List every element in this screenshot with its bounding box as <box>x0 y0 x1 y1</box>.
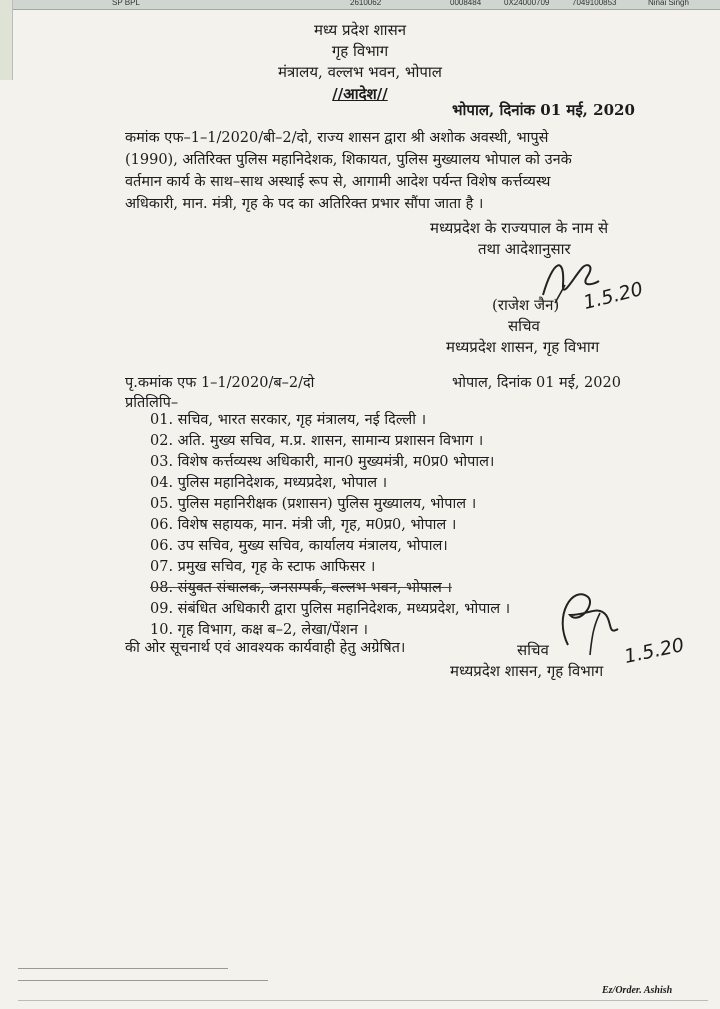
scan-top-strip <box>0 0 720 10</box>
copy-item: 09. संबंधित अधिकारी द्वारा पुलिस महानिदेशक, मध्यप्रदेश, भोपाल । <box>150 601 511 617</box>
header-department: गृह विभाग <box>331 42 389 60</box>
signatory-department: मध्यप्रदेश शासन, गृह विभाग <box>446 338 600 356</box>
copy-item: 10. गृह विभाग, कक्ष ब–2, लेखा/पेंशन । <box>150 622 368 638</box>
header-government: मध्य प्रदेश शासन <box>313 21 407 39</box>
order-line: (1990), अतिरिक्त पुलिस महानिदेशक, शिकायत, पुलिस मुख्यालय भोपाल को उनके <box>125 152 572 168</box>
scan-line <box>18 968 228 969</box>
copy-item: 03. विशेष कर्त्तव्यस्थ अधिकारी, मान0 मुख्यमंत्री, म0प्र0 भोपाल। <box>150 454 495 470</box>
strip-text: 0008484 <box>450 0 482 7</box>
strip-text: 7049100853 <box>572 0 617 7</box>
signatory-department-2: मध्यप्रदेश शासन, गृह विभाग <box>450 662 604 680</box>
copy-item-struck: 08. संयुक्त संचालक, जनसम्पर्क, वल्लभ भवन, भोपाल । <box>150 580 452 596</box>
governor-authority: मध्यप्रदेश के राज्यपाल के नाम से <box>430 219 609 237</box>
copy-date: भोपाल, दिनांक 01 मई, 2020 <box>452 375 621 391</box>
order-date: भोपाल, दिनांक 01 मई, 2020 <box>452 101 635 119</box>
order-heading: //आदेश// <box>332 85 388 103</box>
copy-item: 06. उप सचिव, मुख्य सचिव, कार्यालय मंत्रालय, भोपाल। <box>150 538 448 554</box>
scan-line <box>18 1000 708 1001</box>
footer-note: Ez/Order. Ashish <box>602 985 673 996</box>
handwritten-date-1: 1.5.20 <box>581 278 646 314</box>
signatory-title: सचिव <box>508 317 540 335</box>
strip-text: SP BPL <box>112 0 140 7</box>
signatory-title-2: सचिव <box>517 641 549 659</box>
copy-item: 02. अति. मुख्य सचिव, म.प्र. शासन, सामान्य प्रशासन विभाग । <box>150 433 484 449</box>
order-line: कमांक एफ–1–1/2020/बी–2/दो, राज्य शासन द्वारा श्री अशोक अवस्थी, भापुसे <box>125 130 549 146</box>
scan-line <box>18 980 268 981</box>
copy-item: 07. प्रमुख सचिव, गृह के स्टाफ आफिसर । <box>150 559 376 575</box>
strip-text: 2610062 <box>350 0 382 7</box>
copy-item: 06. विशेष सहायक, मान. मंत्री जी, गृह, म0प्र0, भोपाल । <box>150 517 457 533</box>
header-address: मंत्रालय, वल्लभ भवन, भोपाल <box>278 63 442 81</box>
order-line: अधिकारी, मान. मंत्री, गृह के पद का अतिरिक्त प्रभार सौंपा जाता है । <box>125 196 484 212</box>
strip-text: 0X24000709 <box>504 0 550 7</box>
copy-closing: की ओर सूचनार्थ एवं आवश्यक कार्यवाही हेतु अग्रेषित। <box>125 640 406 656</box>
handwritten-date-2: 1.5.20 <box>622 633 687 669</box>
copy-label: प्रतिलिपि– <box>125 395 179 411</box>
strip-text: Ninai Singh <box>648 0 689 7</box>
by-order: तथा आदेशानुसार <box>478 240 571 258</box>
copy-item: 04. पुलिस महानिदेशक, मध्यप्रदेश, भोपाल । <box>150 475 388 491</box>
copy-item: 01. सचिव, भारत सरकार, गृह मंत्रालय, नई दिल्ली । <box>150 412 427 428</box>
copy-item: 05. पुलिस महानिरीक्षक (प्रशासन) पुलिस मुख्यालय, भोपाल । <box>150 496 477 512</box>
order-line: वर्तमान कार्य के साथ–साथ अस्थाई रूप से, आगामी आदेश पर्यन्त विशेष कर्त्तव्यस्थ <box>125 174 551 190</box>
copy-reference: पृ.कमांक एफ 1–1/2020/ब–2/दो <box>125 375 315 391</box>
signatory-name: (राजेश जैन) <box>492 296 560 314</box>
